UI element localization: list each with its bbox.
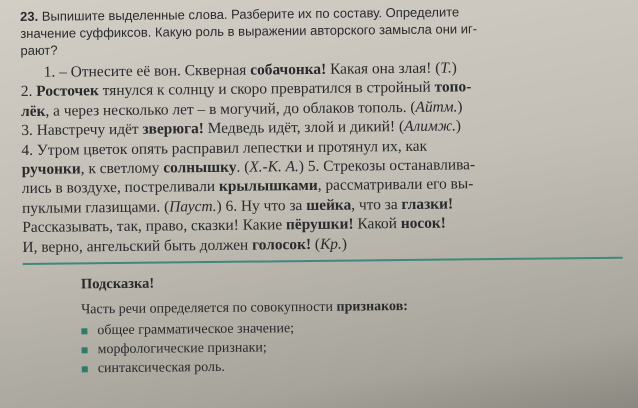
section-divider [23,257,623,265]
bullet-icon [82,347,88,353]
task-line: Выпишите выделенные слова. Разберите их по составу. Определите [41,4,460,24]
page-content [20,2,624,379]
text-segment: ) [455,117,462,135]
hint-title: Подсказка! [80,275,155,293]
bullet-icon [82,366,88,372]
text-segment: пуклыми глазищами. ( [22,198,170,217]
text-segment: ) 6. Ну что за [216,196,307,215]
task-line: значение суффиксов. Какую роль в выражении авторского замысла они иг- [20,21,478,41]
text-segment: ( [310,235,321,253]
highlighted-word: пёрушки! [285,215,354,234]
author-abbr: Алимж. [404,117,456,136]
text-segment: Какой [353,215,401,233]
hint-item-text: морфологические признаки; [97,340,267,358]
text-segment: , к светлому [80,159,164,178]
task-number: 23. [20,8,39,24]
hint-item-text: общее грамматическое значение; [97,321,295,339]
text-segment: И, верно, ангельский быть должен [22,236,253,256]
highlighted-word: собачонка! [250,60,327,79]
author-abbr: Х.-К. А. [249,158,299,176]
text-segment: 1. – Отнесите её вон. Скверная [20,61,251,81]
highlighted-word: зверюга! [142,120,204,138]
hint-intro-text: Часть речи определяется по совокупности [81,299,337,318]
text-segment: 2. [20,83,37,101]
task-line: рают? [20,42,58,58]
bullet-icon [81,328,87,334]
text-segment: Какая она злая! ( [326,59,441,78]
highlighted-word: ручонки [21,160,81,179]
text-segment: , рассматривали его вы- [317,175,474,195]
author-abbr: Пауст. [169,197,217,216]
author-abbr: Т. [440,59,452,77]
text-segment: ) 5. Стрекозы останавлива- [298,156,476,176]
text-segment: , что за [351,195,402,214]
highlighted-word: голосок! [251,235,312,254]
hint-box [23,269,624,379]
highlighted-word: глазки! [401,195,454,213]
author-abbr: Айтм. [415,98,458,116]
hint-intro-bold: признаков: [336,299,408,315]
highlighted-word: крылышками [218,177,318,196]
text-segment: лись в воздухе, постреливали [21,178,220,198]
text-segment: ) [451,59,457,77]
author-abbr: Кр. [319,235,342,253]
text-segment: ) [457,98,463,116]
exercise-text [21,57,623,257]
hint-list [81,316,624,379]
text-segment: Рассказывать, так, право, сказки! Какие [22,216,287,237]
hint-item-text: синтаксическая роль. [97,359,225,377]
highlighted-word: топо- [434,78,472,97]
text-segment: тянулся к солнцу и скоро превратился в стройный [98,79,435,100]
task-instruction [20,2,621,59]
highlighted-word: солнышку [163,158,237,177]
text-segment: 3. Навстречу идёт [21,120,143,140]
text-segment: . ( [236,158,250,176]
highlighted-word: носок! [400,214,446,233]
highlighted-word: шейка [306,196,352,214]
text-segment: 4. Утром цветок опять расправил лепестки и протянул их, как [21,137,428,159]
text-segment: ) [341,235,348,253]
text-segment: Медведь идёт, злой и дикий! ( [203,118,405,138]
highlighted-word: лёк [20,102,46,120]
highlighted-word: Росточек [36,82,99,101]
text-segment: , а через несколько лет – в могучий, до облаков тополь. ( [45,98,416,120]
